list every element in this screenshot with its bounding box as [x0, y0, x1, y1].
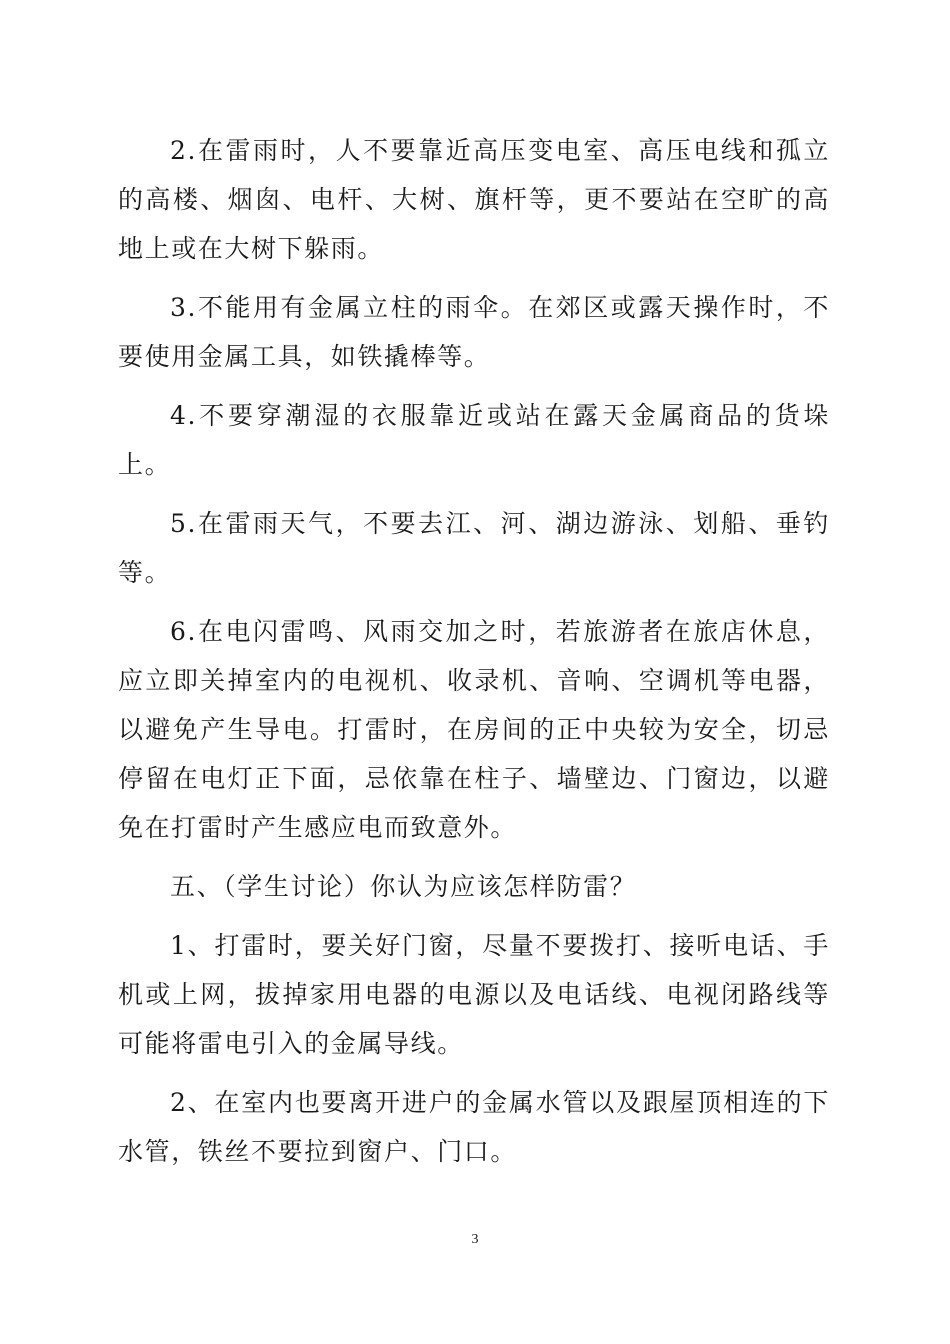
page-number: 3	[471, 1232, 479, 1247]
paragraph-protection-1: 1、打雷时，要关好门窗，尽量不要拨打、接听电话、手机或上网，拔掉家用电器的电源以及电话线、电视闭路线等可能将雷电引入的金属导线。	[118, 931, 830, 1058]
paragraph-item-3: 3.不能用有金属立柱的雨伞。在郊区或露天操作时，不要使用金属工具，如铁撬棒等。	[118, 293, 830, 371]
paragraph-item-6: 6.在电闪雷鸣、风雨交加之时，若旅游者在旅店休息，应立即关掉室内的电视机、收录机、音响、空调机等电器，以避免产生导电。打雷时，在房间的正中央较为安全，切忌停留在电灯正下面，忌依靠在柱子、墙壁边、门窗边，以避免在打雷时产生感应电而致意外。	[118, 617, 830, 842]
paragraph-protection-2: 2、在室内也要离开进户的金属水管以及跟屋顶相连的下水管，铁丝不要拉到窗户、门口。	[118, 1088, 830, 1166]
body-text	[118, 126, 830, 1186]
paragraph-item-5: 5.在雷雨天气，不要去江、河、湖边游泳、划船、垂钓等。	[118, 509, 830, 587]
paragraph-item-2: 2.在雷雨时，人不要靠近高压变电室、高压电线和孤立的高楼、烟囱、电杆、大树、旗杆等，更不要站在空旷的高地上或在大树下躲雨。	[118, 136, 830, 263]
section-heading-5: 五、（学生讨论）你认为应该怎样防雷？	[170, 872, 637, 901]
paragraph-item-4: 4.不要穿潮湿的衣服靠近或站在露天金属商品的货垛上。	[118, 401, 830, 479]
